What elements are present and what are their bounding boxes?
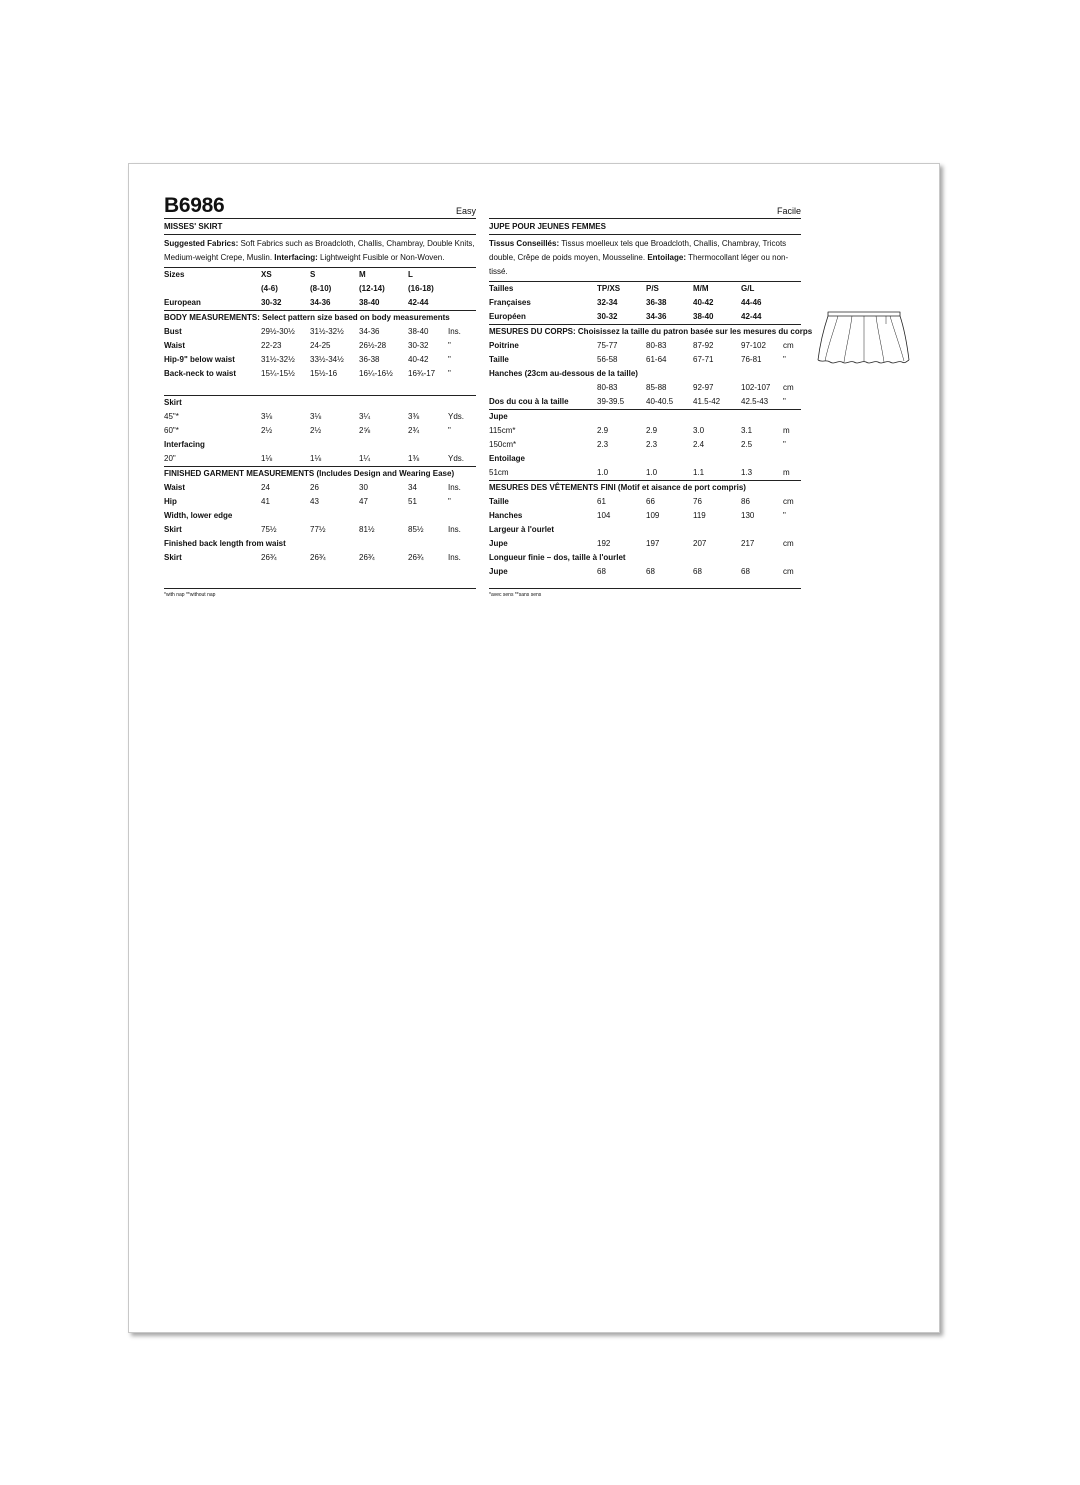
table-row <box>164 467 476 482</box>
table-row: 60"* 2½ 2½ 2⅝ 2¾ " <box>164 426 451 435</box>
table-row: Hanches (23cm au-dessous de la taille) <box>489 369 638 378</box>
table-row: 20" 1⅛ 1⅛ 1¼ 1⅜ Yds. <box>164 452 476 467</box>
table-row <box>489 481 801 496</box>
table-row: Back-neck to waist 15¼-15½ 15½-16 16¼-16½ 16¾-17 " <box>164 369 451 378</box>
table-row: Poitrine 75-77 80-83 87-92 97-102 cm <box>489 341 794 350</box>
table-row: Skirt <box>164 398 182 407</box>
table-row: 80-83 85-88 92-97 102-107 cm <box>597 383 794 392</box>
table-row <box>489 325 801 340</box>
table-row: Françaises 32-34 36-38 40-42 44-46 <box>489 298 762 307</box>
english-header <box>164 164 476 219</box>
table-row: Jupe <box>489 412 508 421</box>
table-row: European 30-32 34-36 38-40 42-44 <box>164 296 476 311</box>
body-measurements-heading: BODY MEASUREMENTS: Select pattern size based on body measurements <box>164 313 450 322</box>
french-size-table <box>489 282 813 579</box>
english-footnote: *with nap **without nap <box>164 588 476 600</box>
difficulty-level: Easy <box>455 206 476 216</box>
table-row: Width, lower edge <box>164 511 233 520</box>
table-row: Jupe 192 197 207 217 cm <box>489 539 794 548</box>
finished-measurements-heading: FINISHED GARMENT MEASUREMENTS (Includes Design and Wearing Ease) <box>164 469 455 478</box>
table-row: Hanches 104 109 119 130 " <box>489 511 786 520</box>
table-row: Skirt 26¾ 26¾ 26¾ 26¾ Ins. <box>164 553 461 562</box>
table-row: Largeur à l'ourlet <box>489 525 555 534</box>
table-row: Bust 29½-30½ 31½-32½ 34-36 38-40 Ins. <box>164 327 461 336</box>
finished-measurements-heading-fr: MESURES DES VÊTEMENTS FINI (Motif et aisance de port compris) <box>489 483 746 492</box>
pattern-number: B6986 <box>164 194 225 217</box>
table-row: Entoilage <box>489 454 526 463</box>
table-row: Tailles TP/XS P/S M/M G/L <box>489 284 755 293</box>
french-title: JUPE POUR JEUNES FEMMES <box>489 219 801 235</box>
table-row: 45"* 3⅛ 3⅛ 3¼ 3⅜ Yds. <box>164 412 465 421</box>
english-fabrics: Suggested Fabrics: Soft Fabrics such as Broadcloth, Challis, Chambray, Double Knits, Medium-weight Crepe, Muslin. Interfacing: Lightweight Fusible or Non-Woven. <box>164 235 476 268</box>
english-size-table <box>164 268 476 565</box>
french-header <box>489 164 801 219</box>
difficulty-level-fr: Facile <box>776 206 801 216</box>
table-row: Waist 24 26 30 34 Ins. <box>164 483 461 492</box>
table-row: Interfacing <box>164 440 205 449</box>
english-title: MISSES' SKIRT <box>164 219 476 235</box>
table-row: Longueur finie – dos, taille à l'ourlet <box>489 553 626 562</box>
table-row: Taille 61 66 76 86 cm <box>489 497 794 506</box>
table-row: Dos du cou à la taille 39-39.5 40-40.5 41.5-42 42.5-43 " <box>489 395 801 410</box>
table-row <box>164 311 476 326</box>
body-measurements-heading-fr: MESURES DU CORPS: Choisissez la taille du patron basée sur les mesures du corps <box>489 327 813 336</box>
french-column <box>489 164 813 598</box>
french-fabrics: Tissus Conseillés: Tissus moelleux tels que Broadcloth, Challis, Chambray, Tricots double, Crêpe de poids moyen, Mousseline. Entoilage: Thermocollant léger ou non-tissé. <box>489 235 801 282</box>
table-row: 51cm 1.0 1.0 1.1 1.3 m <box>489 466 801 481</box>
table-row: Hip-9" below waist 31½-32½ 33½-34½ 36-38 40-42 " <box>164 355 451 364</box>
table-row: (4-6) (8-10) (12-14) (16-18) <box>261 284 434 293</box>
french-footnote: *avec sens **sans sens <box>489 588 801 600</box>
table-row: Skirt 75½ 77½ 81½ 85½ Ins. <box>164 525 461 534</box>
skirt-illustration <box>816 310 911 366</box>
table-row: 150cm* 2.3 2.3 2.4 2.5 " <box>489 440 786 449</box>
english-column <box>164 164 476 598</box>
table-row: Hip 41 43 47 51 " <box>164 497 451 506</box>
table-row: Jupe 68 68 68 68 cm <box>489 567 794 576</box>
table-row: 115cm* 2.9 2.9 3.0 3.1 m <box>489 426 790 435</box>
table-row: Sizes XS S M L <box>164 270 413 279</box>
table-row: Taille 56-58 61-64 67-71 76-81 " <box>489 355 786 364</box>
table-row: Européen 30-32 34-36 38-40 42-44 <box>489 310 801 325</box>
table-row: Waist 22-23 24-25 26½-28 30-32 " <box>164 341 451 350</box>
table-row: Finished back length from waist <box>164 539 286 548</box>
